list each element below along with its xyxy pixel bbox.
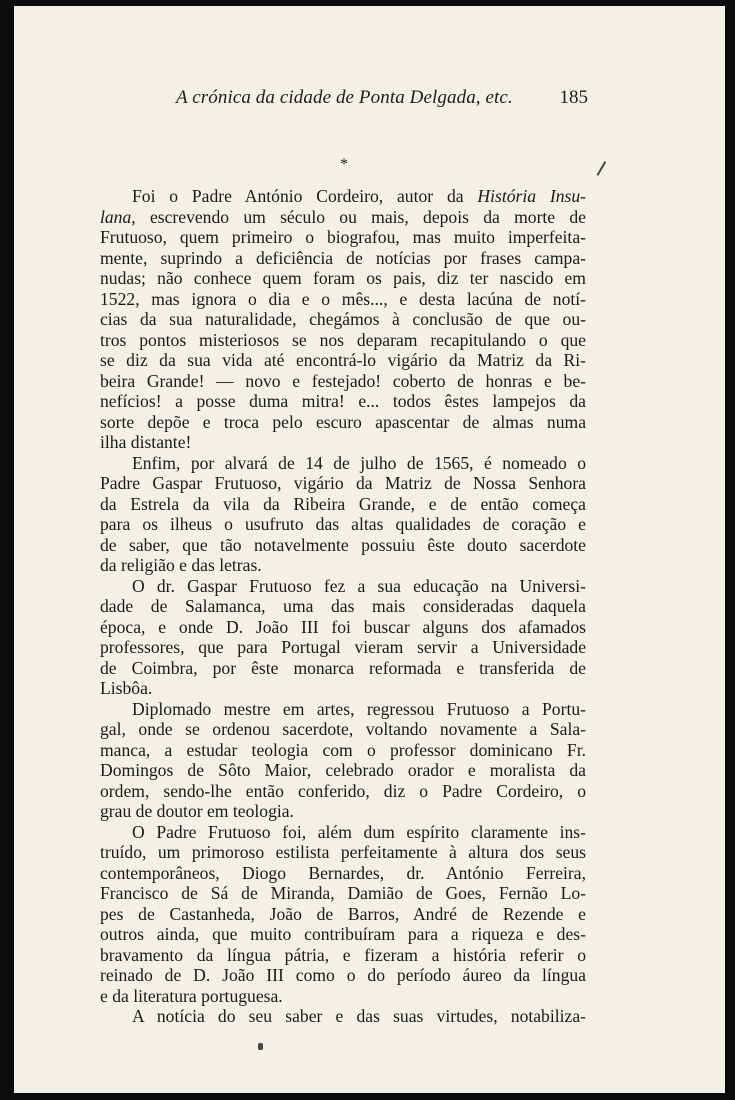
text-line: nefícios! a posse duma mitra! e... todos êstes lampejos da <box>100 391 586 411</box>
text-line: tros pontos misteriosos se nos deparam recapitulando o que <box>100 329 586 350</box>
text-line: pes de Castanheda, João de Barros, André de Rezende e <box>100 903 586 924</box>
text-line: Enfim, por alvará de 14 de julho de 1565, é nomeado o <box>132 452 586 473</box>
running-title: A crónica da cidade de Ponta Delgada, etc. <box>176 87 513 108</box>
text-line: e da literatura portuguesa. <box>100 985 283 1006</box>
page-number: 185 <box>559 87 588 108</box>
text-line: de saber, que tão notavelmente possuiu êste douto sacerdote <box>100 534 586 555</box>
text-line: de Coimbra, por êste monarca reformada e transferida de <box>100 657 586 678</box>
text-line: para os ilheus o usufruto das altas qualidades de coração e <box>100 514 586 534</box>
text-line: manca, a estudar teologia com o professor dominicano Fr. <box>100 739 586 760</box>
text-line: beira Grande! — novo e festejado! coberto de honras e be- <box>100 370 586 391</box>
text-line: O Padre Frutuoso foi, além dum espírito claramente ins- <box>132 821 586 842</box>
text-line: A notícia do seu saber e das suas virtudes, notabiliza- <box>132 1006 586 1026</box>
ink-mark <box>597 161 612 179</box>
text-line: Frutuoso, quem primeiro o biografou, mas muito imperfeita- <box>100 227 586 247</box>
text-line: 1522, mas ignora o dia e o mês..., e desta lacúna de notí- <box>100 288 586 309</box>
text-line: professores, que para Portugal vieram servir a Universidade <box>100 637 586 657</box>
body-text <box>100 186 586 1027</box>
text-line: sorte depõe e troca pelo escuro apascentar de almas numa <box>100 411 586 432</box>
text-line: nudas; não conhece quem foram os pais, diz ter nascido em <box>100 268 586 288</box>
section-break-asterisk: * <box>340 156 348 173</box>
text-line: da Estrela da vila da Ribeira Grande, e de então começa <box>100 493 586 514</box>
text-line: Francisco de Sá de Miranda, Damião de Goes, Fernão Lo- <box>100 883 586 903</box>
text-line: Padre Gaspar Frutuoso, vigário da Matriz de Nossa Senhora <box>100 473 586 493</box>
text-line: cias da sua naturalidade, chegámos à conclusão de que ou- <box>100 309 586 329</box>
text-line: dade de Salamanca, uma das mais consideradas daquela <box>100 596 586 616</box>
ink-speck <box>258 1043 263 1050</box>
text-line: se diz da sua vida até encontrá-lo vigário da Matriz da Ri- <box>100 350 586 370</box>
text-line: gal, onde se ordenou sacerdote, voltando novamente a Sala- <box>100 719 586 739</box>
book-page <box>14 6 725 1093</box>
text-line: Lisbôa. <box>100 678 153 698</box>
text-line: O dr. Gaspar Frutuoso fez a sua educação na Universi- <box>132 575 586 596</box>
text-line: da religião e das letras. <box>100 555 262 575</box>
text-line: contemporâneos, Diogo Bernardes, dr. António Ferreira, <box>100 862 586 883</box>
text-line: grau de doutor em teologia. <box>100 801 294 821</box>
text-line: Diplomado mestre em artes, regressou Frutuoso a Portu- <box>132 698 586 719</box>
text-line: época, e onde D. João III foi buscar alguns dos afamados <box>100 616 586 637</box>
text-line: ordem, sendo-lhe então conferido, diz o Padre Cordeiro, o <box>100 780 586 801</box>
text-line: lana, escrevendo um século ou mais, depois da morte de <box>100 206 586 227</box>
running-header <box>176 88 588 107</box>
text-line: Foi o Padre António Cordeiro, autor da História Insu- <box>132 186 586 206</box>
text-line: bravamento da língua pátria, e fizeram a história referir o <box>100 944 586 965</box>
text-line: Domingos de Sôto Maior, celebrado orador e moralista da <box>100 760 586 780</box>
text-line: reinado de D. João III como o do período áureo da língua <box>100 965 586 985</box>
text-line: outros ainda, que muito contribuíram para a riqueza e des- <box>100 924 586 944</box>
text-line: ilha distante! <box>100 432 192 452</box>
text-line: mente, suprindo a deficiência de notícias por frases campa- <box>100 247 586 268</box>
text-line: truído, um primoroso estilista perfeitamente à altura dos seus <box>100 842 586 862</box>
